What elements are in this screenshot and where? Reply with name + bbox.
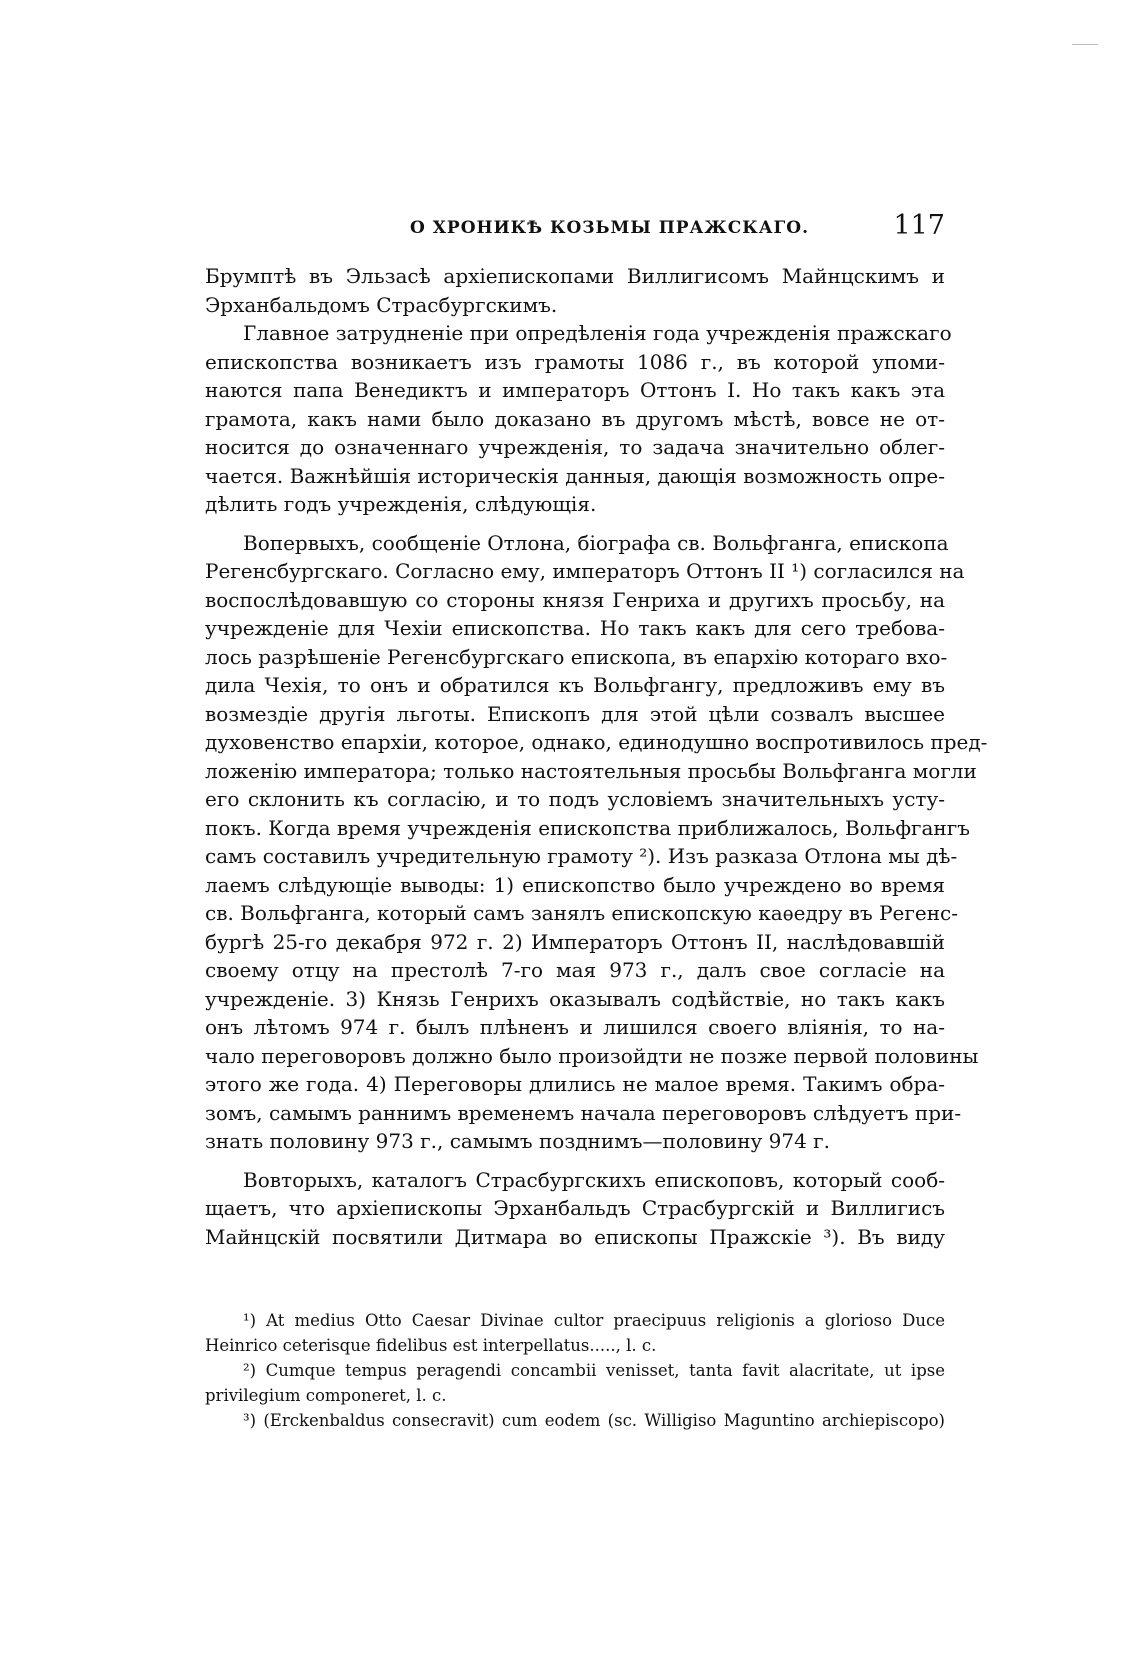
- paragraph-gap: [205, 519, 945, 529]
- text-line: ложенію императора; только настоятельныя просьбы Вольфганга могли: [205, 758, 977, 783]
- text-line: знать половину 973 г., самымъ позднимъ—половину 974 г.: [205, 1129, 831, 1153]
- text-line: бургѣ 25-го декабря 972 г. 2) Императоръ Оттонъ II, наслѣдовавшій: [205, 929, 945, 954]
- paragraph-start-line: Вопервыхъ, сообщеніе Отлона, біографа св. Вольфганга, епископа: [243, 530, 949, 555]
- text-line: дила Чехія, то онъ и обратился къ Вольфгангу, предложивъ ему въ: [205, 673, 945, 697]
- text-line: носится до означеннаго учрежденія, то задача значительно облег-: [205, 435, 945, 459]
- footnote-2-line: privilegium componeret, l. c.: [205, 1386, 447, 1405]
- text-line: чается. Важнѣйшія историческія данныя, дающія возможность опре-: [205, 463, 945, 488]
- text-line: грамота, какъ нами было доказано въ другомъ мѣстѣ, вовсе не от-: [205, 406, 945, 431]
- text-line: учрежденіе для Чехіи епископства. Но такъ какъ для сего требова-: [205, 616, 945, 640]
- text-line: Майнцскій посвятили Дитмара во епископы Пражскіе ³). Въ виду: [205, 1224, 945, 1249]
- text-line: Регенсбургскаго. Согласно ему, императоръ Оттонъ II ¹) согласился на: [205, 559, 965, 583]
- footnote-1-line: ¹) At medius Otto Caesar Divinae cultor praecipuus religionis a glorioso Duce: [243, 1311, 945, 1330]
- footnote-3-line: ³) (Erckenbaldus consecravit) cum eodem (sc. Willigiso Maguntino archiepiscopo): [243, 1411, 945, 1430]
- text-line: учрежденіе. 3) Князь Генрихъ оказывалъ содѣйствіе, но такъ какъ: [205, 986, 945, 1011]
- corner-scan-mark: [1072, 44, 1098, 45]
- text-line: лось разрѣшеніе Регенсбургскаго епископа, въ епархію котораго вхо-: [205, 644, 948, 669]
- paragraph-gap: [205, 1156, 945, 1166]
- text-line: духовенство епархіи, которое, однако, единодушно воспротивилось пред-: [205, 730, 988, 754]
- text-line: Эрханбальдомъ Страсбургскимъ.: [205, 292, 558, 317]
- text-line: покъ. Когда время учрежденія епископства приближалось, Вольфгангъ: [205, 815, 970, 840]
- text-line: своему отцу на престолѣ 7-го мая 973 г., далъ свое согласіе на: [205, 958, 945, 982]
- footnote-2-line: ²) Cumque tempus peragendi concambii venisset, tanta favit alacritate, ut ipse: [243, 1361, 945, 1380]
- paragraph-start-line: Вовторыхъ, каталогъ Страсбургскихъ епископовъ, который сооб-: [243, 1167, 945, 1192]
- text-line: дѣлить годъ учрежденія, слѣдующія.: [205, 492, 597, 516]
- body-text: [205, 262, 988, 1251]
- text-line: самъ составилъ учредительную грамоту ²). Изъ разказа Отлона мы дѣ-: [205, 844, 958, 868]
- page-number: 117: [893, 210, 945, 241]
- text-line: св. Вольфганга, который самъ занялъ епископскую каѳедру въ Регенс-: [205, 901, 958, 925]
- text-line: Брумптѣ въ Эльзасѣ архіепископами Виллигисомъ Майнцскимъ и: [205, 264, 945, 288]
- text-line: епископства возникаетъ изъ грамоты 1086 г., въ которой упоми-: [205, 349, 945, 374]
- text-line: зомъ, самымъ раннимъ временемъ начала переговоровъ слѣдуетъ при-: [205, 1100, 962, 1125]
- text-line: возмездіе другія льготы. Епископъ для этой цѣли созвалъ высшее: [205, 701, 945, 726]
- text-line: щаетъ, что архіепископы Эрханбальдъ Страсбургскій и Виллигисъ: [205, 1196, 945, 1220]
- footnote-1-line: Heinrico ceterisque fidelibus est interpellatus....., l. c.: [205, 1336, 657, 1355]
- text-line: воспослѣдовавшую со стороны князя Генриха и другихъ просьбу, на: [205, 587, 945, 612]
- footnotes: [205, 1308, 945, 1433]
- page-header: [205, 210, 945, 244]
- text-line: онъ лѣтомъ 974 г. былъ плѣненъ и лишился своего вліянія, то на-: [205, 1015, 945, 1039]
- paragraph-start-line: Главное затрудненіе при опредѣленія года учрежденія пражскаго: [243, 321, 952, 345]
- text-line: его склонить къ согласію, и то подъ условіемъ значительныхъ усту-: [205, 787, 945, 811]
- text-line: чало переговоровъ должно было произойдти не позже первой половины: [205, 1043, 979, 1068]
- text-line: лаемъ слѣдующіе выводы: 1) епископство было учреждено во время: [205, 872, 945, 897]
- text-line: наются папа Венедиктъ и императоръ Оттонъ I. Но такъ какъ эта: [205, 378, 945, 402]
- text-line: этого же года. 4) Переговоры длились не малое время. Такимъ обра-: [205, 1072, 945, 1096]
- running-head: О ХРОНИКѢ КОЗЬМЫ ПРАЖСКАГО.: [410, 218, 809, 238]
